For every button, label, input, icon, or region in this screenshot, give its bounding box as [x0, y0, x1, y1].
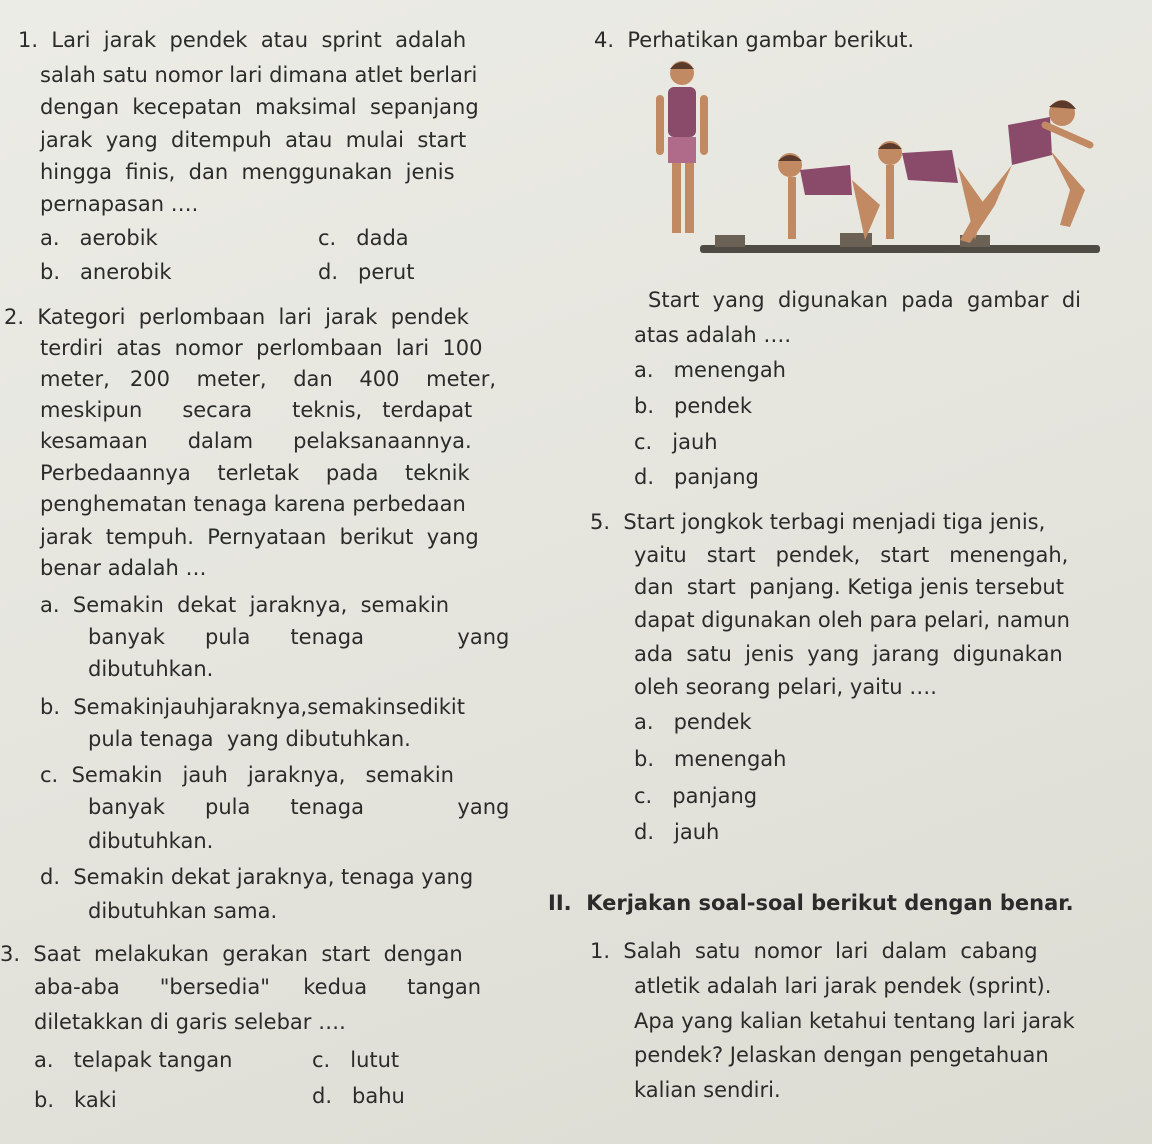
q2-option-a-cont: dibutuhkan. — [88, 657, 214, 681]
q1-option-a[interactable]: a. aerobik — [40, 226, 158, 250]
q2-line: jarak tempuh. Pernyataan berikut yang — [40, 525, 479, 549]
q2-line: penghematan tenaga karena perbedaan — [40, 492, 466, 516]
q2-line: benar adalah … — [40, 556, 207, 580]
q5-line: dan start panjang. Ketiga jenis tersebut — [634, 575, 1064, 599]
q2-line: terdiri atas nomor perlombaan lari 100 — [40, 336, 483, 360]
q1-option-d[interactable]: d. perut — [318, 260, 415, 284]
q4-title: 4. Perhatikan gambar berikut. — [594, 28, 914, 52]
q5-option-b[interactable]: b. menengah — [634, 747, 787, 771]
essay-line: Apa yang kalian ketahui tentang lari jarak — [634, 1009, 1075, 1033]
q1-line: 1. Lari jarak pendek atau sprint adalah — [18, 28, 467, 52]
runner-drive-icon — [960, 100, 1090, 243]
runner-standing-icon — [656, 61, 708, 233]
q4-line: atas adalah …. — [634, 323, 792, 347]
q1-line: pernapasan …. — [40, 192, 199, 216]
section-2-heading: II. Kerjakan soal-soal berikut dengan benar. — [548, 891, 1074, 915]
q4-option-d[interactable]: d. panjang — [634, 465, 759, 489]
q5-line: dapat digunakan oleh para pelari, namun — [634, 608, 1070, 632]
q4-option-b[interactable]: b. pendek — [634, 394, 753, 418]
q3-line: diletakkan di garis selebar …. — [34, 1010, 346, 1034]
q1-line: hingga finis, dan menggunakan jenis — [40, 160, 455, 184]
q4-option-c[interactable]: c. jauh — [634, 430, 718, 454]
q1-option-b[interactable]: b. anerobik — [40, 260, 172, 284]
q2-option-c[interactable]: c. Semakin jauh jaraknya, semakin — [40, 763, 454, 787]
q5-line: 5. Start jongkok terbagi menjadi tiga jenis, — [590, 510, 1046, 534]
q4-option-a[interactable]: a. menengah — [634, 358, 786, 382]
q3-option-c[interactable]: c. lutut — [312, 1048, 400, 1072]
q2-option-a[interactable]: a. Semakin dekat jaraknya, semakin — [40, 593, 450, 617]
runner-crouch-icon — [778, 153, 880, 240]
q2-option-b[interactable]: b. Semakinjauhjaraknya,semakinsedikit — [40, 695, 465, 719]
essay-line: 1. Salah satu nomor lari dalam cabang — [590, 939, 1038, 963]
q2-option-c-cont: banyak pula tenaga yang — [88, 795, 510, 819]
q3-option-a[interactable]: a. telapak tangan — [34, 1048, 233, 1072]
q3-line: aba-aba "bersedia" kedua tangan — [34, 975, 482, 999]
q5-option-a[interactable]: a. pendek — [634, 710, 752, 734]
q5-line: yaitu start pendek, start menengah, — [634, 543, 1069, 567]
q2-option-a-cont: banyak pula tenaga yang — [88, 625, 510, 649]
q1-line: dengan kecepatan maksimal sepanjang — [40, 95, 479, 119]
q2-line: 2. Kategori perlombaan lari jarak pendek — [4, 305, 469, 329]
essay-line: kalian sendiri. — [634, 1078, 781, 1102]
q1-option-c[interactable]: c. dada — [318, 226, 409, 250]
q5-option-c[interactable]: c. panjang — [634, 784, 758, 808]
q2-line: meskipun secara teknis, terdapat — [40, 398, 473, 422]
sprint-start-figure — [640, 55, 1100, 270]
q3-option-d[interactable]: d. bahu — [312, 1084, 405, 1108]
q1-line: jarak yang ditempuh atau mulai start — [40, 128, 467, 152]
starting-block-icon — [700, 233, 1100, 253]
essay-line: atletik adalah lari jarak pendek (sprint). — [634, 974, 1052, 998]
q2-line: meter, 200 meter, dan 400 meter, — [40, 367, 497, 391]
q2-line: Perbedaannya terletak pada teknik — [40, 461, 470, 485]
q2-option-b-cont: pula tenaga yang dibutuhkan. — [88, 727, 411, 751]
q3-line: 3. Saat melakukan gerakan start dengan — [0, 942, 463, 966]
q5-line: oleh seorang pelari, yaitu …. — [634, 675, 937, 699]
q5-line: ada satu jenis yang jarang digunakan — [634, 642, 1063, 666]
q4-line: Start yang digunakan pada gambar di — [648, 288, 1081, 312]
essay-line: pendek? Jelaskan dengan pengetahuan — [634, 1043, 1049, 1067]
q5-option-d[interactable]: d. jauh — [634, 820, 720, 844]
q2-option-d[interactable]: d. Semakin dekat jaraknya, tenaga yang — [40, 865, 474, 889]
q2-option-d-cont: dibutuhkan sama. — [88, 899, 278, 923]
q2-line: kesamaan dalam pelaksanaannya. — [40, 429, 472, 453]
q1-line: salah satu nomor lari dimana atlet berlari — [40, 63, 478, 87]
q3-option-b[interactable]: b. kaki — [34, 1088, 117, 1112]
q2-option-c-cont: dibutuhkan. — [88, 829, 214, 853]
